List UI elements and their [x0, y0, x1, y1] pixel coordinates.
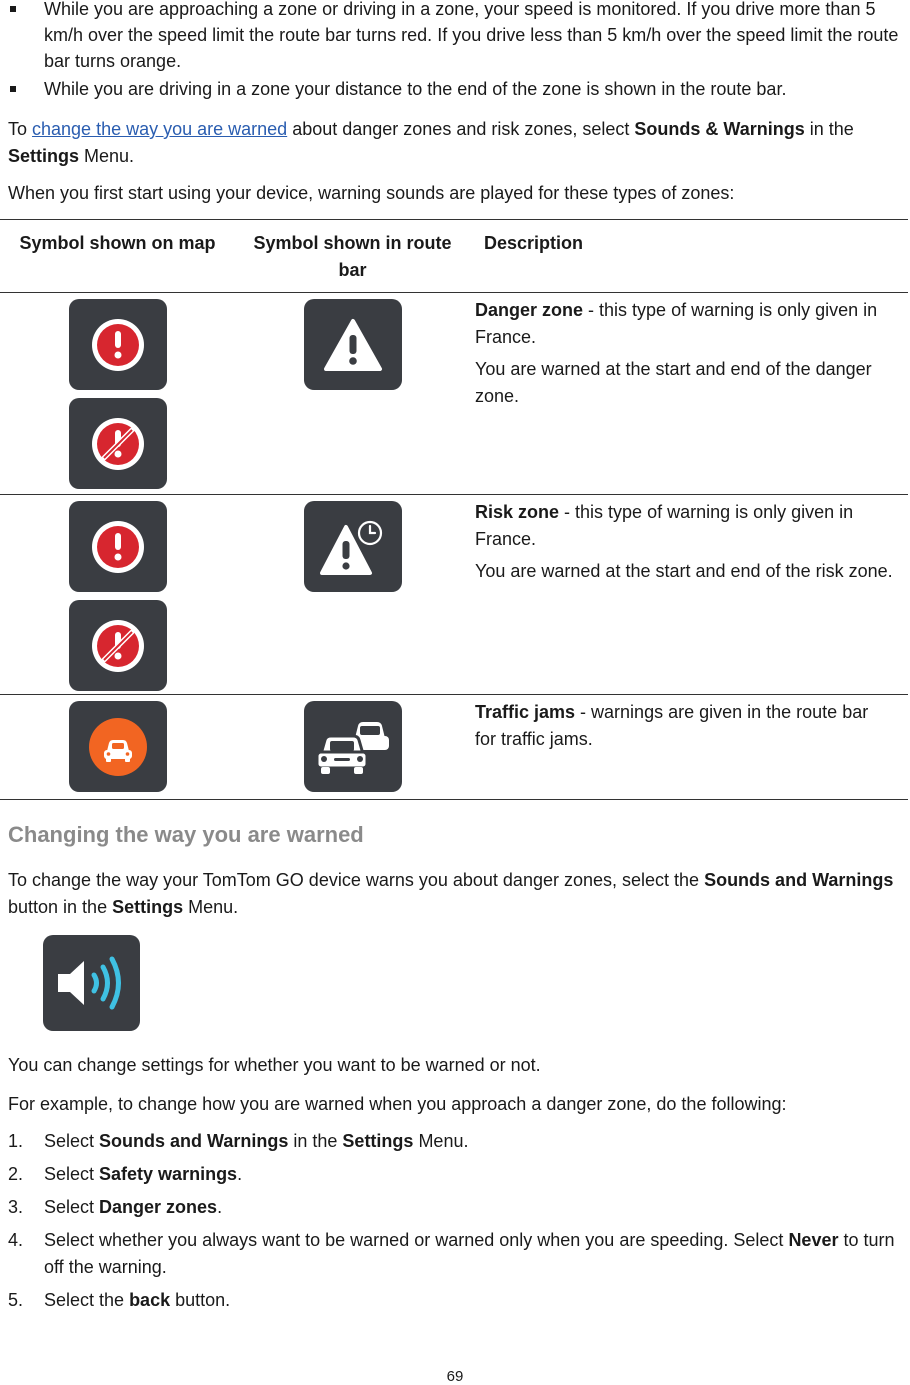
section-heading: Changing the way you are warned	[8, 822, 364, 847]
bold-text: back	[129, 1290, 171, 1310]
text: To change the way your TomTom GO device warns you about danger zones, select the	[8, 870, 705, 890]
bold-text: Settings	[112, 897, 184, 917]
bullet-text: While you are driving in a zone your distance to the end of the zone is shown in the route bar.	[44, 79, 787, 99]
bold-text: Sounds and Warnings	[99, 1131, 289, 1151]
header-route-symbol: Symbol shown in route bar	[253, 233, 452, 280]
icon-stack	[0, 293, 235, 489]
map-symbol-cell	[0, 495, 235, 695]
danger-route-icon	[304, 299, 402, 390]
zone-title: Risk zone	[475, 502, 560, 522]
icon-stack	[235, 495, 470, 592]
list-item	[8, 1227, 908, 1281]
text: Menu.	[79, 146, 135, 166]
bullet-marker	[10, 86, 16, 92]
text: about danger zones and risk zones, select	[287, 119, 635, 139]
bold-text: Safety warnings	[99, 1164, 238, 1184]
bullet-text: While you are approaching a zone or driving in a zone, your speed is monitored. If you drive more than 5 km/h over the speed limit the route bar turns red. If you drive less than 5 km/h over the speed limit the route bar turns orange.	[44, 0, 899, 71]
page-number: 69	[446, 1368, 464, 1385]
risk-end-map-icon	[69, 600, 167, 691]
table-row	[0, 695, 908, 800]
bold-text: Sounds & Warnings	[634, 119, 805, 139]
steps-list	[8, 1128, 908, 1320]
table-row	[0, 293, 908, 495]
list-item	[8, 1128, 908, 1155]
tomtom-paragraph	[8, 867, 908, 921]
text: Select the	[44, 1290, 130, 1310]
header-description: Description	[484, 233, 584, 253]
route-symbol-cell	[235, 293, 470, 495]
bold-text: Settings	[342, 1131, 414, 1151]
description-line: You are warned at the start and end of the risk zone.	[475, 561, 893, 581]
description	[475, 293, 908, 410]
list-item	[8, 1161, 908, 1188]
route-symbol-cell	[235, 695, 470, 800]
bullet-list	[8, 0, 908, 104]
icon-stack	[0, 495, 235, 691]
bold-text: Settings	[8, 146, 80, 166]
bullet-item	[8, 0, 908, 74]
first-start-paragraph: When you first start using your device, warning sounds are played for these types of zones:	[8, 183, 735, 203]
bold-text: Never	[788, 1230, 839, 1250]
change-warning-link[interactable]: change the way you are warned	[32, 119, 288, 139]
text: - this type of warning is only given in France.	[475, 502, 854, 549]
step-number: 5.	[8, 1290, 24, 1310]
icon-stack	[235, 293, 470, 390]
text: Select	[44, 1164, 100, 1184]
risk-route-icon	[304, 501, 402, 592]
zone-title: Traffic jams	[475, 702, 576, 722]
description	[475, 495, 908, 585]
text: Menu.	[183, 897, 239, 917]
text: button.	[170, 1290, 231, 1310]
bullet-marker	[10, 6, 16, 12]
text: in the	[804, 119, 854, 139]
step-number: 3.	[8, 1197, 24, 1217]
list-item	[8, 1194, 908, 1221]
text: Menu.	[413, 1131, 469, 1151]
description	[475, 695, 908, 753]
description-cell	[470, 293, 908, 495]
danger-map-icon	[69, 299, 167, 390]
text: - warnings are given in the route bar for traffic jams.	[475, 702, 869, 749]
header-map-symbol: Symbol shown on map	[19, 233, 216, 253]
text: button in the	[8, 897, 113, 917]
step-number: 2.	[8, 1164, 24, 1184]
text: .	[237, 1164, 243, 1184]
danger-end-map-icon	[69, 398, 167, 489]
risk-map-icon	[69, 501, 167, 592]
sounds-warnings-icon	[43, 935, 140, 1031]
step-number: 4.	[8, 1230, 24, 1250]
map-symbol-cell	[0, 695, 235, 800]
text: - this type of warning is only given in France.	[475, 300, 878, 347]
description-line: You are warned at the start and end of the danger zone.	[475, 359, 872, 406]
route-symbol-cell	[235, 495, 470, 695]
example-paragraph: For example, to change how you are warned when you approach a danger zone, do the following:	[8, 1094, 787, 1114]
text: to turn off the warning.	[44, 1230, 895, 1277]
description-cell	[470, 495, 908, 695]
traffic-route-icon	[304, 701, 402, 792]
map-symbol-cell	[0, 293, 235, 495]
description-line	[475, 499, 894, 553]
text: Select	[44, 1131, 100, 1151]
traffic-map-icon	[69, 701, 167, 792]
text: .	[217, 1197, 223, 1217]
table-row	[0, 495, 908, 695]
list-item	[8, 1287, 908, 1314]
step-number: 1.	[8, 1131, 24, 1151]
text: Select whether you always want to be warned or warned only when you are speeding. Select	[44, 1230, 789, 1250]
description-line	[475, 297, 894, 351]
text: To	[8, 119, 33, 139]
change-warning-paragraph	[8, 116, 908, 170]
text: in the	[288, 1131, 343, 1151]
bold-text: Sounds and Warnings	[704, 870, 894, 890]
table-header-row	[0, 220, 908, 293]
description-cell	[470, 695, 908, 800]
text: Select	[44, 1197, 100, 1217]
zone-title: Danger zone	[475, 300, 584, 320]
settings-paragraph: You can change settings for whether you want to be warned or not.	[8, 1055, 541, 1075]
icon-stack	[0, 695, 235, 792]
zones-table	[0, 219, 908, 800]
bullet-item	[8, 76, 908, 102]
icon-stack	[235, 695, 470, 792]
description-line	[475, 699, 894, 753]
bold-text: Danger zones	[99, 1197, 218, 1217]
